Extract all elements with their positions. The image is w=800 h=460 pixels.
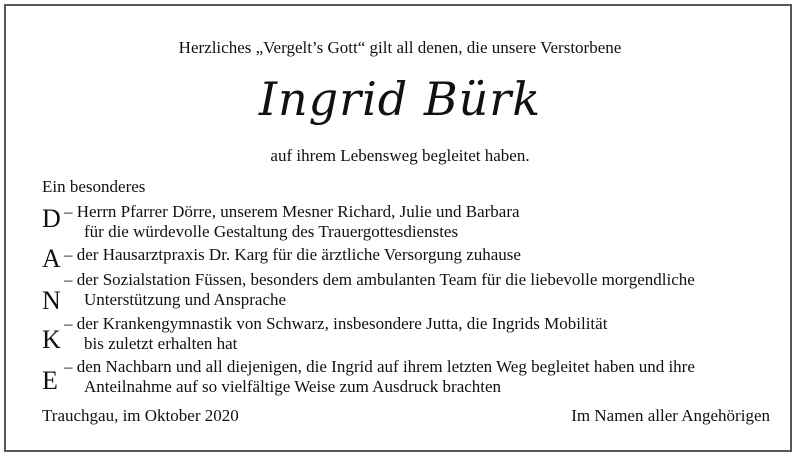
- thanks-item-line2: für die würdevolle Gestaltung des Trauergottesdienstes: [84, 222, 459, 241]
- thanks-item: [64, 314, 607, 354]
- thanks-item: [64, 202, 520, 242]
- danke-letter-a: A: [42, 244, 61, 273]
- thanks-item-line2: bis zuletzt erhalten hat: [84, 334, 238, 353]
- thanks-item-line1: – den Nachbarn und all diejenigen, die Ingrid auf ihrem letzten Weg begleitet haben und ihre: [64, 357, 695, 376]
- danke-letter-n: N: [42, 286, 61, 315]
- danke-letter-k: K: [42, 325, 61, 354]
- danke-letter-d: D: [42, 204, 61, 233]
- thanks-item-line1: – der Sozialstation Füssen, besonders dem ambulanten Team für die liebevolle morgendliche: [64, 270, 695, 289]
- thanks-item-line1: – der Krankengymnastik von Schwarz, insbesondere Jutta, die Ingrids Mobilität: [64, 314, 608, 333]
- thanks-item-line2: Unterstützung und Ansprache: [84, 290, 287, 309]
- thanks-item: [64, 270, 695, 310]
- place-date: Trauchgau, im Oktober 2020: [42, 406, 239, 425]
- signature: Im Namen aller Angehörigen: [571, 406, 770, 425]
- deceased-name: Ingrid Bürk: [258, 72, 542, 126]
- after-text: auf ihrem Lebensweg begleitet haben.: [270, 146, 530, 165]
- intro-text: Herzliches „Vergelt’s Gott“ gilt all denen, die unsere Verstorbene: [178, 38, 622, 57]
- thanks-lead: Ein besonderes: [42, 177, 146, 196]
- thanks-item-line2: Anteilnahme auf so vielfältige Weise zum Ausdruck brachten: [84, 377, 502, 396]
- thanks-item-line1: – Herrn Pfarrer Dörre, unserem Mesner Richard, Julie und Barbara: [64, 202, 520, 221]
- danke-letter-e: E: [42, 366, 58, 395]
- thanks-item-line1: – der Hausarztpraxis Dr. Karg für die ärztliche Versorgung zuhause: [64, 245, 521, 264]
- thanks-item: [64, 245, 521, 265]
- thanks-item: [64, 357, 695, 397]
